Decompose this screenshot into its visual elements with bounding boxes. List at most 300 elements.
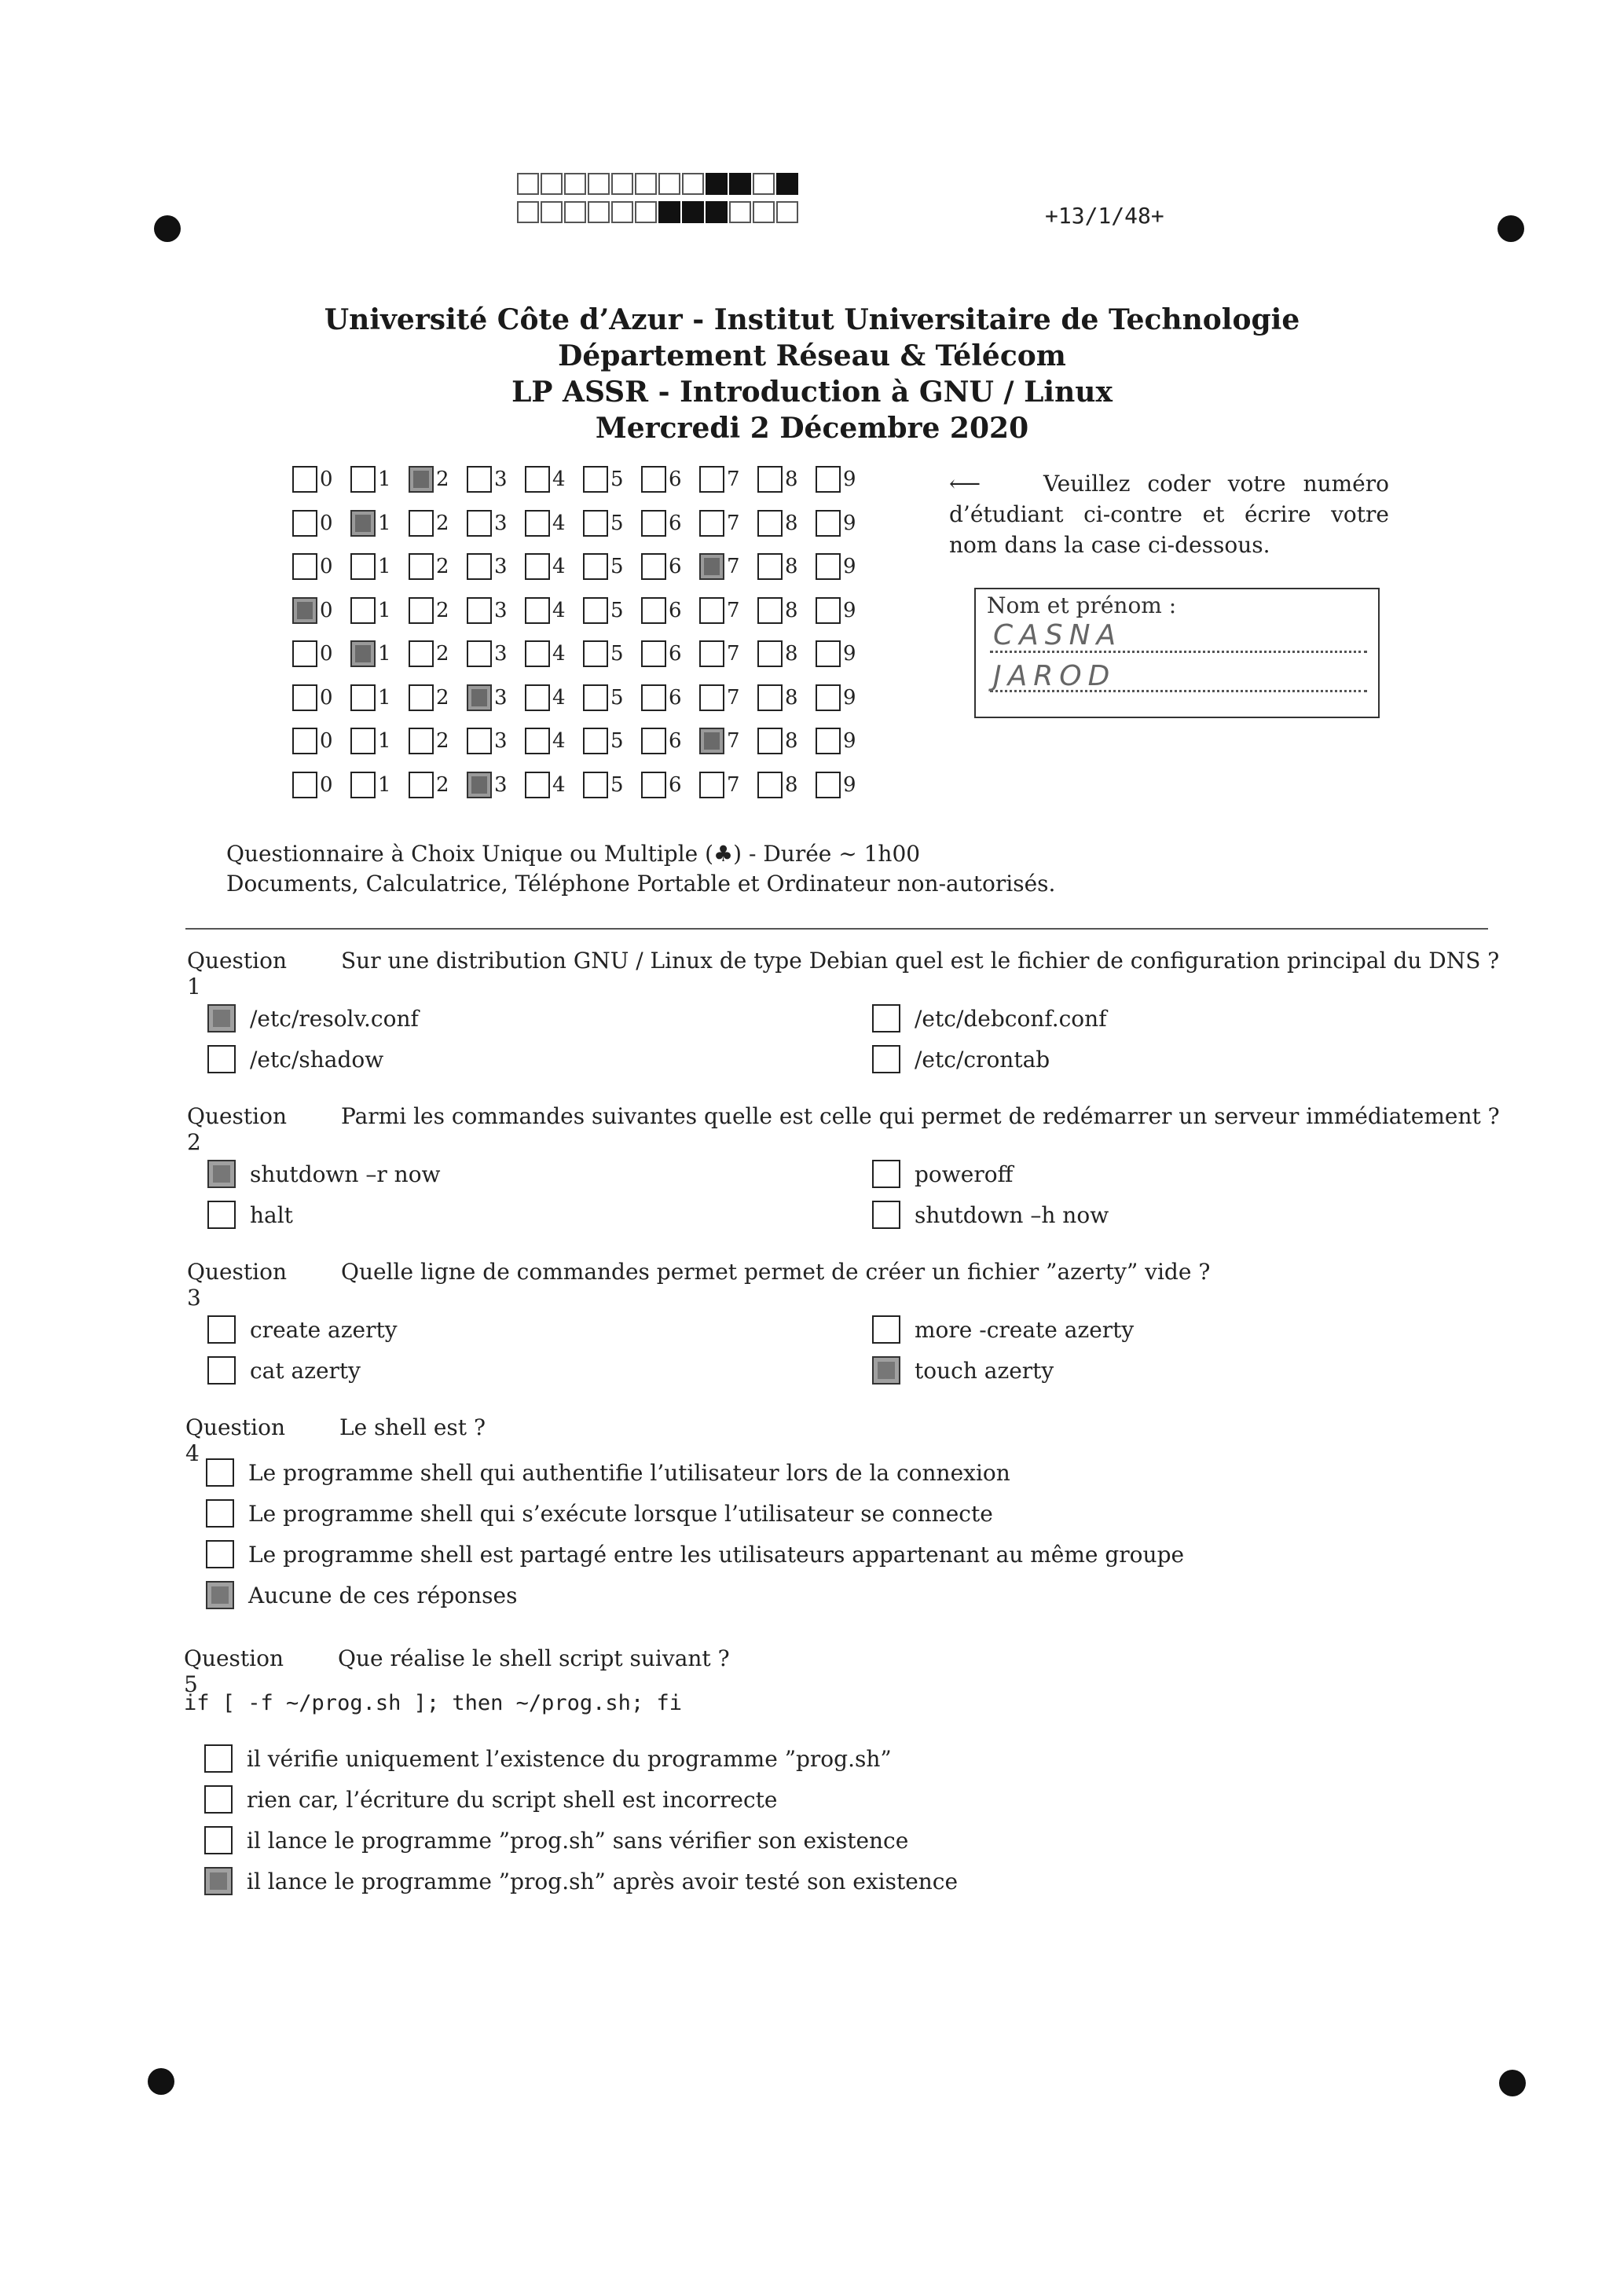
digit-checkbox[interactable] <box>292 640 317 667</box>
digit-option[interactable] <box>409 596 467 625</box>
q1-option-c[interactable] <box>207 1045 383 1073</box>
digit-option[interactable] <box>467 465 525 493</box>
registration-mark-top-right <box>1498 215 1524 242</box>
q2-option-b[interactable] <box>872 1160 1013 1188</box>
digit-checkbox[interactable] <box>641 728 666 754</box>
digit-option[interactable] <box>292 509 350 537</box>
digit-checkbox[interactable] <box>292 684 317 711</box>
digit-checkbox[interactable] <box>757 728 783 754</box>
digit-option[interactable] <box>757 640 816 668</box>
digit-option[interactable] <box>350 684 409 712</box>
digit-checkbox[interactable] <box>641 510 666 537</box>
digit-checkbox[interactable] <box>467 597 492 624</box>
digit-checkbox[interactable] <box>409 728 434 754</box>
digit-checkbox[interactable] <box>757 684 783 711</box>
digit-label: 8 <box>785 729 798 753</box>
digit-option[interactable] <box>350 727 409 755</box>
digit-label: 2 <box>436 468 449 491</box>
digit-label: 4 <box>552 598 566 622</box>
checkbox[interactable] <box>206 1458 234 1487</box>
digit-option[interactable] <box>409 771 467 799</box>
student-number-row <box>292 727 874 755</box>
handwritten-name-2: JAROD <box>993 660 1116 692</box>
digit-option[interactable] <box>816 771 874 799</box>
digit-option[interactable] <box>816 640 874 668</box>
digit-label: 0 <box>320 685 333 710</box>
digit-option[interactable] <box>350 509 409 537</box>
digit-label: 5 <box>610 468 624 491</box>
digit-checkbox[interactable] <box>525 553 550 580</box>
shell-script-code: if [ -f ~/prog.sh ]; then ~/prog.sh; fi <box>184 1691 682 1715</box>
name-box-label: Nom et prénom : <box>987 592 1177 618</box>
digit-option[interactable] <box>641 552 699 581</box>
checkbox[interactable] <box>872 1315 900 1344</box>
digit-option[interactable] <box>525 509 583 537</box>
name-box[interactable] <box>974 588 1380 718</box>
digit-option[interactable] <box>350 596 409 625</box>
digit-checkbox[interactable] <box>292 728 317 754</box>
digit-checkbox[interactable] <box>816 510 841 537</box>
option-label: /etc/debconf.conf <box>915 1005 1107 1032</box>
digit-checkbox[interactable] <box>350 510 376 537</box>
digit-label: 1 <box>378 598 391 622</box>
digit-option[interactable] <box>757 596 816 625</box>
option-label: /etc/resolv.conf <box>250 1005 419 1032</box>
digit-label: 6 <box>669 685 682 710</box>
digit-checkbox[interactable] <box>583 684 608 711</box>
student-number-instructions <box>949 468 1389 560</box>
question-label: Question 5 <box>184 1645 284 1697</box>
digit-label: 1 <box>378 729 391 753</box>
q3-option-b[interactable] <box>872 1315 1134 1344</box>
digit-option[interactable] <box>583 509 641 537</box>
digit-option[interactable] <box>641 684 699 712</box>
digit-label: 8 <box>785 685 798 710</box>
option-label: Le programme shell qui authentifie l’utilisateur lors de la connexion <box>248 1459 1010 1486</box>
digit-option[interactable] <box>816 727 874 755</box>
digit-option[interactable] <box>641 640 699 668</box>
q2-option-c[interactable] <box>207 1201 293 1229</box>
digit-label: 2 <box>436 772 449 797</box>
q5-option-c[interactable] <box>204 1826 908 1854</box>
digit-option[interactable] <box>583 771 641 799</box>
digit-label: 8 <box>785 772 798 797</box>
digit-label: 2 <box>436 511 449 535</box>
digit-label: 2 <box>436 685 449 710</box>
option-label: /etc/shadow <box>250 1046 384 1073</box>
digit-label: 3 <box>494 772 508 797</box>
checkbox[interactable] <box>872 1160 900 1188</box>
digit-checkbox[interactable] <box>409 772 434 798</box>
digit-checkbox[interactable] <box>467 684 492 711</box>
option-label: shutdown –r now <box>250 1161 441 1187</box>
digit-checkbox[interactable] <box>409 640 434 667</box>
digit-option[interactable] <box>350 465 409 493</box>
header-date: Mercredi 2 Décembre 2020 <box>595 412 1029 445</box>
digit-option[interactable] <box>699 727 757 755</box>
digit-option[interactable] <box>292 552 350 581</box>
exam-header <box>0 302 1624 446</box>
digit-option[interactable] <box>467 552 525 581</box>
q4-option-a[interactable] <box>206 1458 1010 1487</box>
digit-checkbox[interactable] <box>641 772 666 798</box>
checkbox[interactable] <box>207 1356 236 1385</box>
digit-option[interactable] <box>525 596 583 625</box>
digit-checkbox[interactable] <box>641 640 666 667</box>
question-text: Parmi les commandes suivantes quelle est celle qui permet de redémarrer un serveur immédiatement ? <box>341 1103 1500 1129</box>
question-text: Le shell est ? <box>339 1414 486 1440</box>
question-text: Sur une distribution GNU / Linux de type Debian quel est le fichier de configuration principal du DNS ? <box>341 948 1500 974</box>
digit-option[interactable] <box>757 552 816 581</box>
digit-label: 2 <box>436 642 449 666</box>
registration-mark-top-left <box>154 215 181 242</box>
q5-option-d[interactable] <box>204 1867 958 1895</box>
digit-checkbox[interactable] <box>350 684 376 711</box>
digit-checkbox[interactable] <box>525 597 550 624</box>
digit-option[interactable] <box>641 727 699 755</box>
digit-checkbox[interactable] <box>757 510 783 537</box>
student-number-row <box>292 596 874 625</box>
digit-checkbox[interactable] <box>641 684 666 711</box>
digit-checkbox[interactable] <box>699 466 724 493</box>
digit-option[interactable] <box>525 684 583 712</box>
digit-label: 4 <box>552 685 566 710</box>
left-arrow-icon: ⟵ <box>949 471 981 497</box>
digit-option[interactable] <box>583 684 641 712</box>
digit-label: 0 <box>320 642 333 666</box>
q4-option-d[interactable] <box>206 1581 517 1609</box>
digit-option[interactable] <box>641 509 699 537</box>
digit-checkbox[interactable] <box>641 466 666 493</box>
digit-checkbox[interactable] <box>525 728 550 754</box>
question-label: Question 2 <box>187 1103 288 1155</box>
digit-option[interactable] <box>641 771 699 799</box>
question-text: Quelle ligne de commandes permet permet de créer un fichier ”azerty” vide ? <box>341 1259 1211 1285</box>
digit-label: 3 <box>494 685 508 710</box>
option-label: il lance le programme ”prog.sh” après avoir testé son existence <box>247 1868 959 1894</box>
digit-option[interactable] <box>583 596 641 625</box>
digit-checkbox[interactable] <box>583 640 608 667</box>
digit-label: 9 <box>843 555 856 578</box>
digit-checkbox[interactable] <box>583 597 608 624</box>
digit-checkbox[interactable] <box>699 553 724 580</box>
digit-checkbox[interactable] <box>583 728 608 754</box>
digit-option[interactable] <box>816 509 874 537</box>
digit-option[interactable] <box>350 552 409 581</box>
digit-checkbox[interactable] <box>525 640 550 667</box>
option-label: il lance le programme ”prog.sh” sans vérifier son existence <box>247 1827 909 1854</box>
digit-checkbox[interactable] <box>350 772 376 798</box>
checkbox[interactable] <box>207 1315 236 1344</box>
digit-option[interactable] <box>699 596 757 625</box>
option-label: Aucune de ces réponses <box>248 1582 518 1608</box>
digit-label: 3 <box>494 598 508 622</box>
digit-checkbox[interactable] <box>409 597 434 624</box>
digit-label: 9 <box>843 685 856 710</box>
digit-label: 6 <box>669 772 682 797</box>
digit-option[interactable] <box>467 684 525 712</box>
exam-info-line-2: Documents, Calculatrice, Téléphone Portable et Ordinateur non-autorisés. <box>226 871 1056 897</box>
digit-option[interactable] <box>583 465 641 493</box>
digit-checkbox[interactable] <box>350 728 376 754</box>
digit-label: 6 <box>669 555 682 578</box>
digit-checkbox[interactable] <box>350 466 376 493</box>
digit-option[interactable] <box>583 552 641 581</box>
q3-option-c[interactable] <box>207 1356 361 1385</box>
digit-option[interactable] <box>816 596 874 625</box>
digit-label: 5 <box>610 555 624 578</box>
digit-label: 9 <box>843 511 856 535</box>
digit-option[interactable] <box>409 552 467 581</box>
q4-option-c[interactable] <box>206 1540 1184 1568</box>
digit-checkbox[interactable] <box>699 684 724 711</box>
option-label: create azerty <box>250 1316 398 1343</box>
digit-option[interactable] <box>699 465 757 493</box>
checkbox[interactable] <box>204 1744 233 1773</box>
digit-checkbox[interactable] <box>525 466 550 493</box>
digit-option[interactable] <box>525 727 583 755</box>
checkbox[interactable] <box>207 1045 236 1073</box>
digit-option[interactable] <box>699 771 757 799</box>
digit-checkbox[interactable] <box>467 728 492 754</box>
digit-label: 8 <box>785 468 798 491</box>
digit-option[interactable] <box>292 684 350 712</box>
digit-label: 0 <box>320 772 333 797</box>
digit-checkbox[interactable] <box>409 684 434 711</box>
digit-option[interactable] <box>350 771 409 799</box>
digit-option[interactable] <box>292 640 350 668</box>
digit-option[interactable] <box>816 684 874 712</box>
digit-checkbox[interactable] <box>350 553 376 580</box>
instructions-text: Veuillez coder votre numéro d’étudiant ci-contre et écrire votre nom dans la case ci-dessous. <box>949 471 1389 558</box>
digit-label: 2 <box>436 729 449 753</box>
option-label: halt <box>250 1201 293 1228</box>
digit-option[interactable] <box>641 596 699 625</box>
digit-option[interactable] <box>467 771 525 799</box>
digit-label: 8 <box>785 642 798 666</box>
option-label: /etc/crontab <box>915 1046 1050 1073</box>
digit-checkbox[interactable] <box>699 640 724 667</box>
digit-option[interactable] <box>757 509 816 537</box>
page-barcode-row-2 <box>517 201 800 223</box>
digit-option[interactable] <box>467 596 525 625</box>
digit-option[interactable] <box>641 465 699 493</box>
digit-checkbox[interactable] <box>757 466 783 493</box>
digit-checkbox[interactable] <box>350 640 376 667</box>
q2-option-a[interactable] <box>207 1160 441 1188</box>
digit-option[interactable] <box>699 552 757 581</box>
option-label: Le programme shell qui s’exécute lorsque l’utilisateur se connecte <box>248 1500 993 1527</box>
digit-option[interactable] <box>467 727 525 755</box>
digit-option[interactable] <box>816 465 874 493</box>
digit-option[interactable] <box>525 465 583 493</box>
digit-label: 1 <box>378 772 391 797</box>
checkbox[interactable] <box>206 1581 234 1609</box>
digit-label: 7 <box>727 729 740 753</box>
digit-option[interactable] <box>467 509 525 537</box>
q1-option-b[interactable] <box>872 1004 1107 1032</box>
digit-label: 9 <box>843 598 856 622</box>
checkbox[interactable] <box>207 1201 236 1229</box>
digit-label: 4 <box>552 468 566 491</box>
digit-option[interactable] <box>292 727 350 755</box>
student-number-row <box>292 771 874 799</box>
digit-option[interactable] <box>757 771 816 799</box>
digit-checkbox[interactable] <box>816 640 841 667</box>
digit-checkbox[interactable] <box>525 510 550 537</box>
digit-checkbox[interactable] <box>292 772 317 798</box>
digit-option[interactable] <box>699 684 757 712</box>
digit-checkbox[interactable] <box>816 597 841 624</box>
digit-checkbox[interactable] <box>409 466 434 493</box>
option-label: touch azerty <box>915 1357 1054 1384</box>
option-label: cat azerty <box>250 1357 361 1384</box>
digit-checkbox[interactable] <box>699 772 724 798</box>
checkbox[interactable] <box>207 1004 236 1032</box>
q1-option-a[interactable] <box>207 1004 419 1032</box>
digit-checkbox[interactable] <box>525 772 550 798</box>
header-department: Département Réseau & Télécom <box>558 339 1066 372</box>
question-text: Que réalise le shell script suivant ? <box>338 1645 730 1671</box>
digit-label: 9 <box>843 772 856 797</box>
digit-option[interactable] <box>292 465 350 493</box>
digit-label: 1 <box>378 642 391 666</box>
digit-option[interactable] <box>816 552 874 581</box>
digit-option[interactable] <box>757 727 816 755</box>
digit-option[interactable] <box>409 684 467 712</box>
digit-checkbox[interactable] <box>583 466 608 493</box>
digit-checkbox[interactable] <box>816 553 841 580</box>
question-label: Question 3 <box>187 1259 288 1311</box>
checkbox[interactable] <box>872 1356 900 1385</box>
digit-checkbox[interactable] <box>816 728 841 754</box>
digit-checkbox[interactable] <box>525 684 550 711</box>
digit-option[interactable] <box>583 640 641 668</box>
digit-checkbox[interactable] <box>292 597 317 624</box>
digit-checkbox[interactable] <box>292 466 317 493</box>
checkbox[interactable] <box>204 1867 233 1895</box>
checkbox[interactable] <box>872 1201 900 1229</box>
page-barcode-row-1 <box>517 173 800 195</box>
digit-option[interactable] <box>757 465 816 493</box>
digit-option[interactable] <box>292 771 350 799</box>
checkbox[interactable] <box>872 1045 900 1073</box>
digit-checkbox[interactable] <box>467 510 492 537</box>
digit-checkbox[interactable] <box>583 772 608 798</box>
checkbox[interactable] <box>206 1540 234 1568</box>
digit-checkbox[interactable] <box>699 597 724 624</box>
digit-checkbox[interactable] <box>757 597 783 624</box>
digit-checkbox[interactable] <box>816 684 841 711</box>
digit-label: 2 <box>436 555 449 578</box>
digit-checkbox[interactable] <box>467 640 492 667</box>
q1-option-d[interactable] <box>872 1045 1050 1073</box>
digit-option[interactable] <box>525 552 583 581</box>
digit-checkbox[interactable] <box>467 553 492 580</box>
q3-option-a[interactable] <box>207 1315 398 1344</box>
digit-checkbox[interactable] <box>583 510 608 537</box>
q2-option-d[interactable] <box>872 1201 1109 1229</box>
digit-checkbox[interactable] <box>583 553 608 580</box>
digit-label: 9 <box>843 468 856 491</box>
student-number-grid <box>292 465 874 814</box>
digit-option[interactable] <box>409 640 467 668</box>
digit-checkbox[interactable] <box>757 772 783 798</box>
digit-checkbox[interactable] <box>699 510 724 537</box>
student-number-row <box>292 465 874 493</box>
q4-option-b[interactable] <box>206 1499 993 1528</box>
checkbox[interactable] <box>206 1499 234 1528</box>
digit-option[interactable] <box>292 596 350 625</box>
question-label: Question 1 <box>187 948 288 999</box>
digit-option[interactable] <box>699 509 757 537</box>
digit-label: 8 <box>785 511 798 535</box>
digit-checkbox[interactable] <box>757 640 783 667</box>
checkbox[interactable] <box>207 1160 236 1188</box>
digit-option[interactable] <box>409 509 467 537</box>
checkbox[interactable] <box>204 1826 233 1854</box>
digit-label: 0 <box>320 468 333 491</box>
digit-label: 7 <box>727 598 740 622</box>
checkbox[interactable] <box>204 1785 233 1814</box>
digit-label: 7 <box>727 685 740 710</box>
digit-checkbox[interactable] <box>699 728 724 754</box>
digit-option[interactable] <box>467 640 525 668</box>
digit-label: 3 <box>494 468 508 491</box>
digit-label: 7 <box>727 468 740 491</box>
digit-checkbox[interactable] <box>292 510 317 537</box>
q5-option-a[interactable] <box>204 1744 892 1773</box>
digit-label: 2 <box>436 598 449 622</box>
digit-checkbox[interactable] <box>641 553 666 580</box>
option-label: rien car, l’écriture du script shell est incorrecte <box>247 1786 778 1813</box>
digit-label: 0 <box>320 511 333 535</box>
digit-checkbox[interactable] <box>409 553 434 580</box>
digit-label: 6 <box>669 468 682 491</box>
digit-checkbox[interactable] <box>467 466 492 493</box>
digit-label: 5 <box>610 772 624 797</box>
digit-option[interactable] <box>699 640 757 668</box>
option-label: il vérifie uniquement l’existence du programme ”prog.sh” <box>247 1745 892 1772</box>
digit-label: 1 <box>378 468 391 491</box>
digit-option[interactable] <box>583 727 641 755</box>
digit-option[interactable] <box>409 465 467 493</box>
digit-option[interactable] <box>525 771 583 799</box>
checkbox[interactable] <box>872 1004 900 1032</box>
digit-label: 8 <box>785 555 798 578</box>
digit-label: 1 <box>378 511 391 535</box>
option-label: shutdown –h now <box>915 1201 1109 1228</box>
q3-option-d[interactable] <box>872 1356 1054 1385</box>
digit-checkbox[interactable] <box>641 597 666 624</box>
digit-option[interactable] <box>525 640 583 668</box>
digit-checkbox[interactable] <box>816 466 841 493</box>
digit-label: 3 <box>494 729 508 753</box>
digit-checkbox[interactable] <box>467 772 492 798</box>
q5-option-b[interactable] <box>204 1785 778 1814</box>
digit-checkbox[interactable] <box>409 510 434 537</box>
digit-option[interactable] <box>350 640 409 668</box>
digit-label: 5 <box>610 729 624 753</box>
digit-label: 6 <box>669 511 682 535</box>
digit-label: 9 <box>843 642 856 666</box>
digit-checkbox[interactable] <box>292 553 317 580</box>
digit-checkbox[interactable] <box>757 553 783 580</box>
digit-checkbox[interactable] <box>816 772 841 798</box>
digit-checkbox[interactable] <box>350 597 376 624</box>
digit-option[interactable] <box>757 684 816 712</box>
digit-option[interactable] <box>409 727 467 755</box>
